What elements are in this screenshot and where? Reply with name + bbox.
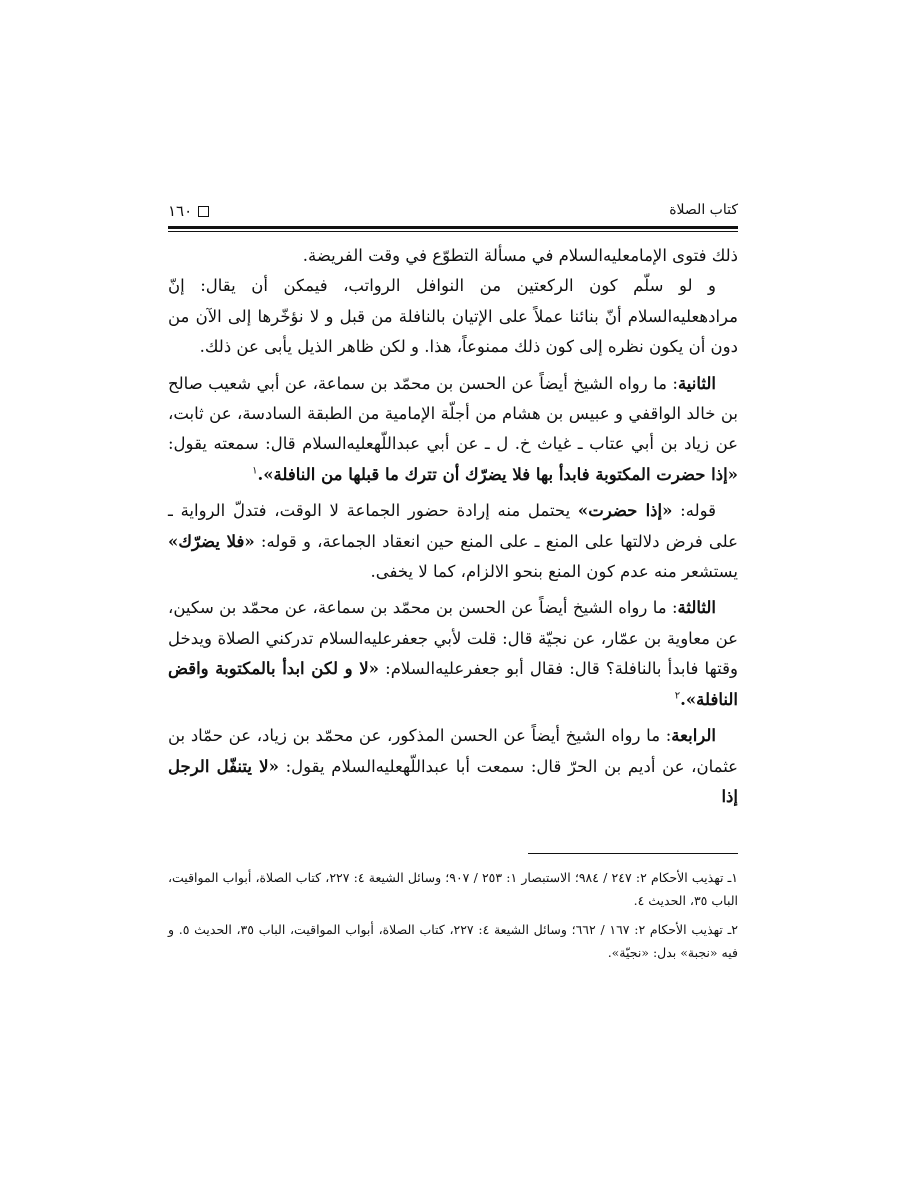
section-lead-second: الثانية	[677, 373, 716, 393]
section-lead-third: الثالثة	[677, 598, 716, 618]
quoted-phrase: «فلا يضرّك»	[168, 531, 255, 551]
commentary-text: يحتمل منه إرادة حضور الجماعة لا الوقت، فتدلّ الرواية ـ على فرض دلالتها على المنع ـ على المنع حين انعقاد الجماعة، و قوله:	[168, 501, 738, 551]
paragraph-4th-narration	[168, 721, 738, 812]
running-title: كتاب الصلاة	[669, 202, 738, 218]
footnote-ref-2[interactable]: ٢	[674, 690, 681, 702]
main-text	[168, 241, 738, 812]
hadith-quote: «لا يتنفّل الرجل إذا	[168, 756, 738, 806]
page-number-value: ١٦٠	[168, 202, 193, 220]
square-icon	[198, 206, 209, 217]
paragraph-2nd-narration	[168, 369, 738, 491]
section-lead-fourth: الرابعة	[671, 726, 716, 746]
quoted-phrase: «إذا حضرت»	[577, 501, 673, 521]
paragraph-3rd-narration	[168, 593, 738, 715]
commentary-text: قوله:	[672, 501, 717, 521]
commentary-text: يستشعر منه عدم كون المنع بنحو الالزام، كما لا يخفى.	[370, 562, 738, 582]
narration-text: : ما رواه الشيخ أيضاً عن الحسن بن محمّد بن سماعة، عن أبي شعيب صالح بن خالد الواقفي و عبيس بن هشام من أجلّة الإمامية من الطبقة السادسة، عن ثابت، عن زياد بن أبي عتاب ـ غياث خ. ل ـ عن أبي عبداللّهعليه‌السلام قال: سمعته يقول:	[168, 373, 738, 454]
page-number	[168, 202, 209, 220]
header-rule-thick	[168, 226, 738, 229]
footnote-2: ٢ـ تهذيب الأحكام ٢: ١٦٧ / ٦٦٢؛ وسائل الشيعة ٤: ٢٢٧، كتاب الصلاة، أبواب المواقيت، الباب ٣٥، الحديث ٥. و فيه «نجبة» بدل: «نجيّة».	[168, 922, 738, 960]
page-header	[168, 198, 738, 224]
footnote-separator	[528, 853, 738, 854]
narration-text: : ما رواه الشيخ أيضاً عن الحسن المذكور، عن محمّد بن زياد، عن حمّاد بن عثمان، عن أديم بن الحرّ قال: سمعت أبا عبداللّهعليه‌السلام يقول:	[168, 726, 739, 776]
header-rule-thin	[168, 231, 738, 232]
paragraph-1: ذلك فتوى الإمامعليه‌السلام في مسألة التطوّع في وقت الفريضة.	[302, 246, 738, 265]
narration-text: : ما رواه الشيخ أيضاً عن الحسن بن محمّد بن سماعة، عن محمّد بن سكين، عن معاوية بن عمّار، عن نجيّة قال: قلت لأبي جعفرعليه‌السلام تدركني الصلاة ويدخل وقتها فابدأ بالنافلة؟ قال: فقال أبو جعفرعليه‌السلام:	[168, 598, 738, 679]
paragraph-2: و لو سلّم كون الركعتين من النوافل الرواتب، فيمكن أن يقال: إنّ مرادهعليه‌السلام أنّ بنائنا عملاً على الإتيان بالنافلة من قبل و لا نؤخّرها إلى الآن من دون أن يكون نظره إلى كون ذلك ممنوعاً، هذا. و لكن ظاهر الذيل يأبى عن ذلك.	[168, 276, 738, 357]
hadith-quote: «لا و لكن ابدأ بالمكتوبة واقض النافلة».	[168, 659, 738, 709]
hadith-quote: «إذا حضرت المكتوبة فابدأ بها فلا يضرّك أن تترك ما قبلها من النافلة».	[257, 464, 738, 484]
footnote-1: ١ـ تهذيب الأحكام ٢: ٢٤٧ / ٩٨٤؛ الاستبصار ١: ٢٥٣ / ٩٠٧؛ وسائل الشيعة ٤: ٢٢٧، كتاب الصلاة، أبواب المواقيت، الباب ٣٥، الحديث ٤.	[168, 870, 739, 908]
footnotes	[168, 866, 738, 970]
paragraph-commentary	[168, 496, 738, 587]
footnote-ref-1[interactable]: ١	[252, 465, 258, 477]
